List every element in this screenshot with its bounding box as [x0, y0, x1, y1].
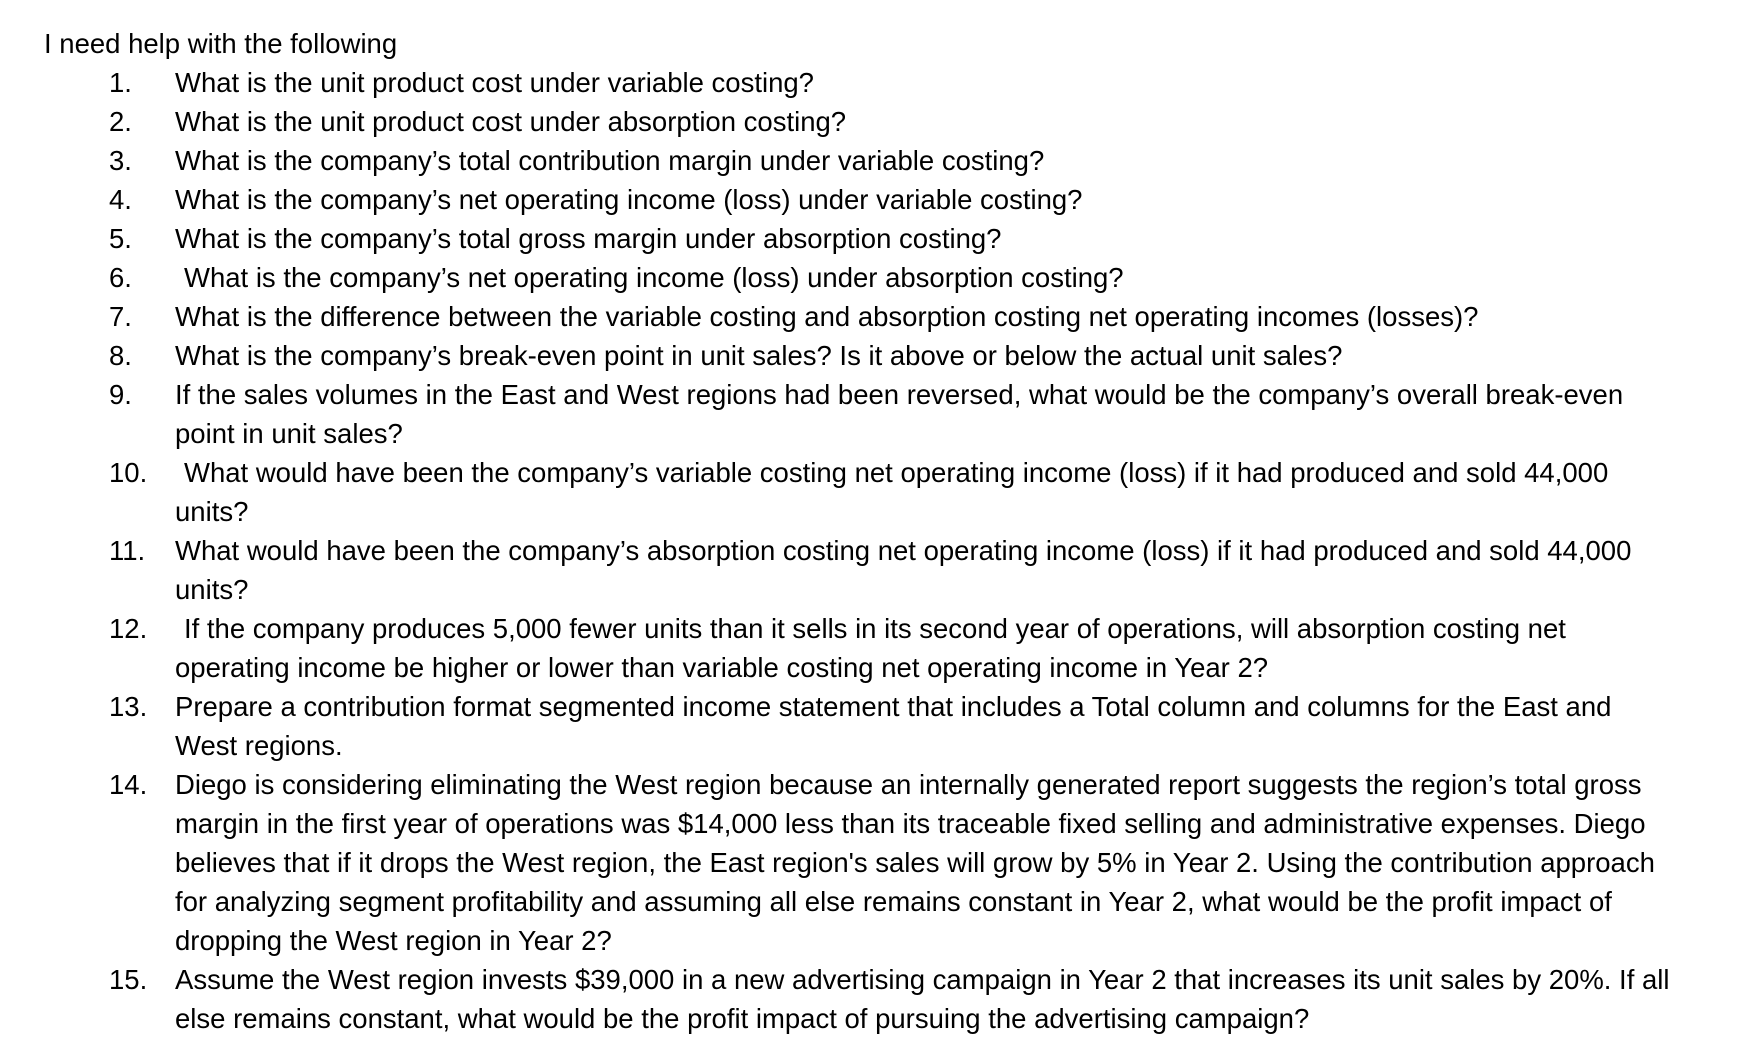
question-text: Diego is considering eliminating the West region because an internally generated report suggests the region’s total gross margin in the first year of operations was $14,000 less than its traceable fixed selling and administrative expenses. Diego believes that if it drops the West region, the East region's sales will grow by 5% in Year 2. Using the contribution approach for analyzing segment profitability and assuming all else remains constant in Year 2, what would be the profit impact of dropping the West region in Year 2?	[175, 769, 1655, 956]
question-text: What is the unit product cost under absorption costing?	[175, 106, 847, 137]
question-number: 2.	[109, 106, 132, 137]
question-number: 13.	[109, 691, 148, 722]
question-item	[44, 531, 1681, 609]
question-item	[44, 180, 1681, 219]
question-item	[44, 375, 1681, 453]
question-item	[44, 297, 1681, 336]
question-item	[44, 141, 1681, 180]
question-item	[44, 336, 1681, 375]
question-text: If the sales volumes in the East and West regions had been reversed, what would be the company’s overall break-even point in unit sales?	[175, 379, 1624, 449]
question-text: What is the difference between the variable costing and absorption costing net operating incomes (losses)?	[175, 301, 1479, 332]
question-text: If the company produces 5,000 fewer units than it sells in its second year of operations, will absorption costing net operating income be higher or lower than variable costing net operating income in Year 2?	[175, 613, 1566, 683]
question-number: 8.	[109, 340, 132, 371]
question-text: Prepare a contribution format segmented income statement that includes a Total column and columns for the East and West regions.	[175, 691, 1612, 761]
question-number: 4.	[109, 184, 132, 215]
question-text: What is the unit product cost under variable costing?	[175, 67, 814, 98]
question-text: Assume the West region invests $39,000 in a new advertising campaign in Year 2 that increases its unit sales by 20%. If all else remains constant, what would be the profit impact of pursuing the advertising campaign?	[175, 964, 1670, 1034]
question-text: What is the company’s total gross margin under absorption costing?	[175, 223, 1002, 254]
question-number: 14.	[109, 769, 148, 800]
question-text: What would have been the company’s variable costing net operating income (loss) if it had produced and sold 44,000 units?	[175, 457, 1609, 527]
question-item	[44, 258, 1681, 297]
question-number: 10.	[109, 457, 148, 488]
question-item	[44, 765, 1681, 960]
question-number: 7.	[109, 301, 132, 332]
question-item	[44, 63, 1681, 102]
question-number: 9.	[109, 379, 132, 410]
question-number: 12.	[109, 613, 148, 644]
question-number: 15.	[109, 964, 148, 995]
question-item	[44, 960, 1681, 1038]
question-item	[44, 219, 1681, 258]
question-text: What is the company’s net operating income (loss) under variable costing?	[175, 184, 1083, 215]
question-text: What is the company’s net operating income (loss) under absorption costing?	[184, 262, 1124, 293]
question-item	[44, 609, 1681, 687]
question-item	[44, 687, 1681, 765]
question-item	[44, 453, 1681, 531]
question-list	[44, 63, 1764, 1038]
question-item	[44, 102, 1681, 141]
question-number: 11.	[109, 535, 146, 566]
question-text: What is the company’s total contribution margin under variable costing?	[175, 145, 1045, 176]
question-number: 5.	[109, 223, 132, 254]
intro-text: I need help with the following	[44, 28, 398, 59]
question-number: 1.	[109, 67, 132, 98]
question-number: 3.	[109, 145, 132, 176]
question-text: What is the company’s break-even point in unit sales? Is it above or below the actual unit sales?	[175, 340, 1343, 371]
question-number: 6.	[109, 262, 132, 293]
question-text: What would have been the company’s absorption costing net operating income (loss) if it had produced and sold 44,000 units?	[175, 535, 1632, 605]
document-body	[44, 24, 1764, 1038]
